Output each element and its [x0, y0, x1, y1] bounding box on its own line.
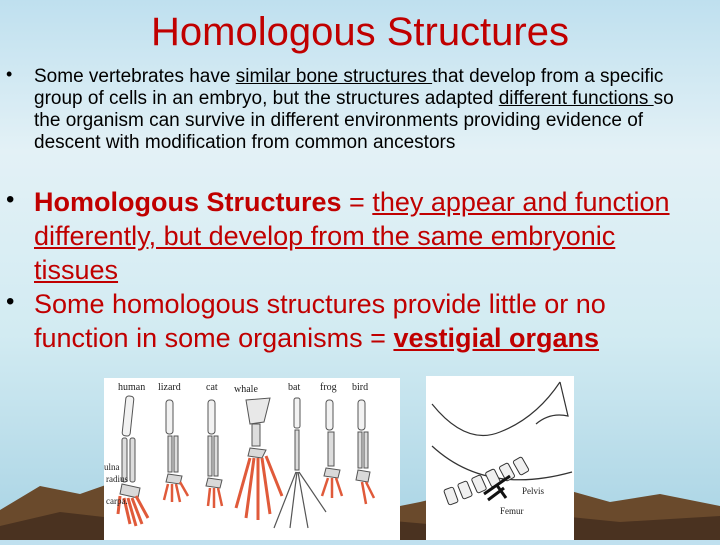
label-lizard: lizard	[158, 382, 181, 393]
label-ulna: ulna	[104, 462, 120, 472]
forelimb-diagram	[104, 378, 400, 540]
whale-tail-outline	[432, 382, 560, 436]
human-forelimb	[118, 396, 148, 526]
bullet3-text: Some homologous structures provide little or no function in some organisms =	[34, 289, 606, 353]
forelimb-comparison-figure	[104, 378, 400, 540]
whale-flipper	[236, 398, 282, 520]
lizard-forelimb	[164, 400, 188, 502]
whale-body-outline	[432, 446, 572, 480]
bullet1-part2: that develop from a specific group of cells in an embryo, but the structures adapted	[34, 66, 664, 109]
label-pelvis: Pelvis	[522, 486, 545, 496]
frog-forelimb	[322, 400, 342, 498]
bullet1-part3: so the organism can survive in different environments providing evidence of descent with modification from common ancestors	[34, 88, 674, 153]
bullet-dot: •	[6, 288, 15, 315]
bullet-dot: •	[6, 186, 15, 213]
label-radius: radius	[106, 474, 128, 484]
bullet2-equals: =	[341, 187, 373, 217]
label-human: human	[118, 382, 146, 393]
cat-forelimb	[206, 400, 222, 508]
bullet2-term: Homologous Structures	[34, 187, 342, 217]
bat-wing	[274, 398, 326, 528]
bullet1-part1: Some vertebrates have	[34, 66, 236, 87]
bullet1-underline-functions: different functions	[498, 88, 654, 109]
bullet-dot: •	[6, 64, 13, 84]
label-frog: frog	[320, 382, 337, 393]
label-femur: Femur	[500, 506, 524, 516]
label-bat: bat	[288, 382, 301, 393]
slide-title: Homologous Structures	[151, 10, 569, 54]
label-cat: cat	[206, 382, 218, 393]
bullet3-term: vestigial organs	[393, 323, 600, 353]
label-carpals: carpa.	[106, 496, 128, 506]
bird-wing	[356, 400, 374, 504]
bullet-homologous-definition	[34, 185, 704, 287]
whale-fluke	[536, 382, 568, 424]
bullet2-definition: they appear and function differently, but develop from the same embryonic tissues	[34, 187, 670, 285]
label-whale: whale	[234, 384, 258, 395]
whale-pelvis-diagram	[426, 376, 574, 540]
label-bird: bird	[352, 382, 369, 393]
bullet-vestigial	[34, 287, 704, 355]
whale-pelvis-figure	[426, 376, 574, 540]
bullet1-underline-similar: similar bone structures	[235, 66, 433, 87]
bullet-similar-bones	[34, 66, 704, 154]
